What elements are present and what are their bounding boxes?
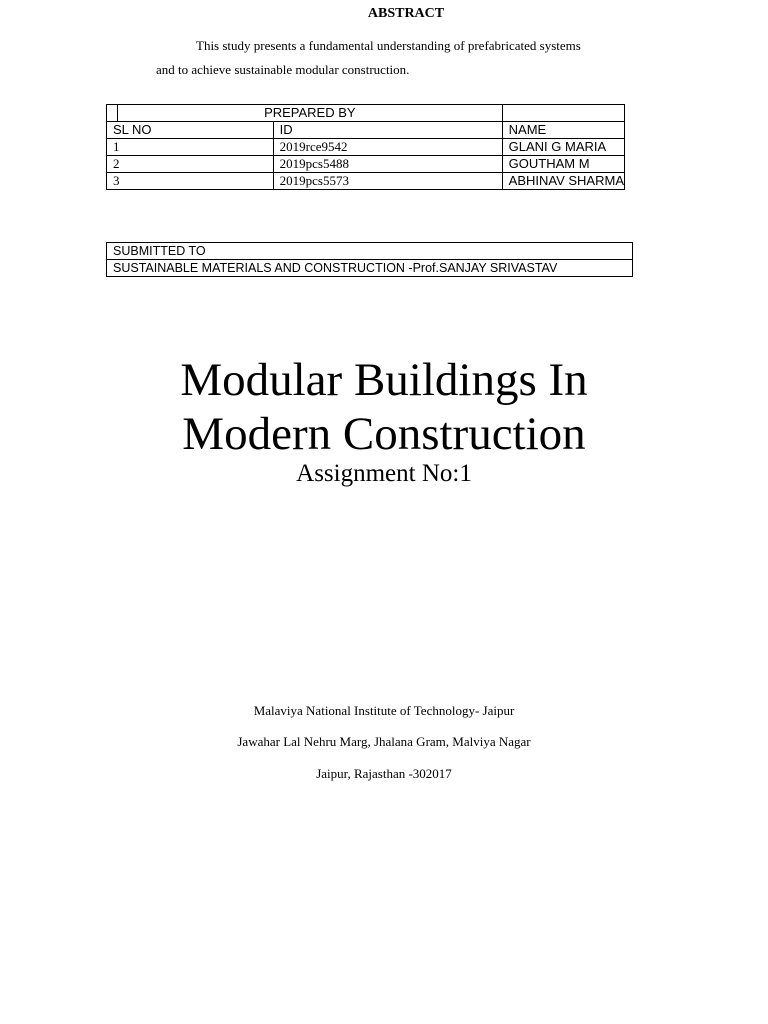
column-header: ID bbox=[273, 122, 502, 139]
table-cell: GOUTHAM M bbox=[502, 156, 624, 173]
table-row bbox=[107, 173, 625, 190]
table-row bbox=[107, 139, 625, 156]
table-row bbox=[107, 156, 625, 173]
table-title-row bbox=[107, 105, 625, 122]
abstract-text-line: and to achieve sustainable modular construction. bbox=[156, 62, 410, 77]
table-cell: 2 bbox=[107, 156, 274, 173]
table-cell bbox=[502, 105, 624, 122]
table-cell: 2019pcs5488 bbox=[273, 156, 502, 173]
table-row bbox=[107, 260, 633, 277]
assignment-subtitle: Assignment No:1 bbox=[296, 460, 472, 487]
table-cell: 1 bbox=[107, 139, 274, 156]
submitted-to-value: SUSTAINABLE MATERIALS AND CONSTRUCTION -Prof.SANJAY SRIVASTAV bbox=[107, 260, 633, 277]
abstract-text-line: This study presents a fundamental understanding of prefabricated systems bbox=[196, 38, 581, 53]
address-line: Jawahar Lal Nehru Marg, Jhalana Gram, Malviya Nagar bbox=[237, 734, 531, 749]
table-cell: GLANI G MARIA bbox=[502, 139, 624, 156]
document-title-line: Modular Buildings In bbox=[180, 354, 588, 406]
table-cell: 2019pcs5573 bbox=[273, 173, 502, 190]
abstract-heading: ABSTRACT bbox=[367, 6, 445, 21]
prepared-by-title: PREPARED BY bbox=[118, 105, 503, 122]
column-header: SL NO bbox=[107, 122, 274, 139]
address-line: Jaipur, Rajasthan -302017 bbox=[316, 766, 452, 781]
document-title-line: Modern Construction bbox=[182, 408, 586, 460]
column-header: NAME bbox=[502, 122, 624, 139]
table-cell: 3 bbox=[107, 173, 274, 190]
prepared-by-table bbox=[106, 104, 625, 190]
table-cell bbox=[107, 105, 118, 122]
table-cell: 2019rce9542 bbox=[273, 139, 502, 156]
table-cell: ABHINAV SHARMA bbox=[502, 173, 624, 190]
institution-name: Malaviya National Institute of Technology- Jaipur bbox=[253, 703, 515, 718]
table-header-row bbox=[107, 122, 625, 139]
submitted-to-title: SUBMITTED TO bbox=[107, 243, 633, 260]
table-row bbox=[107, 243, 633, 260]
submitted-to-table bbox=[106, 242, 633, 277]
